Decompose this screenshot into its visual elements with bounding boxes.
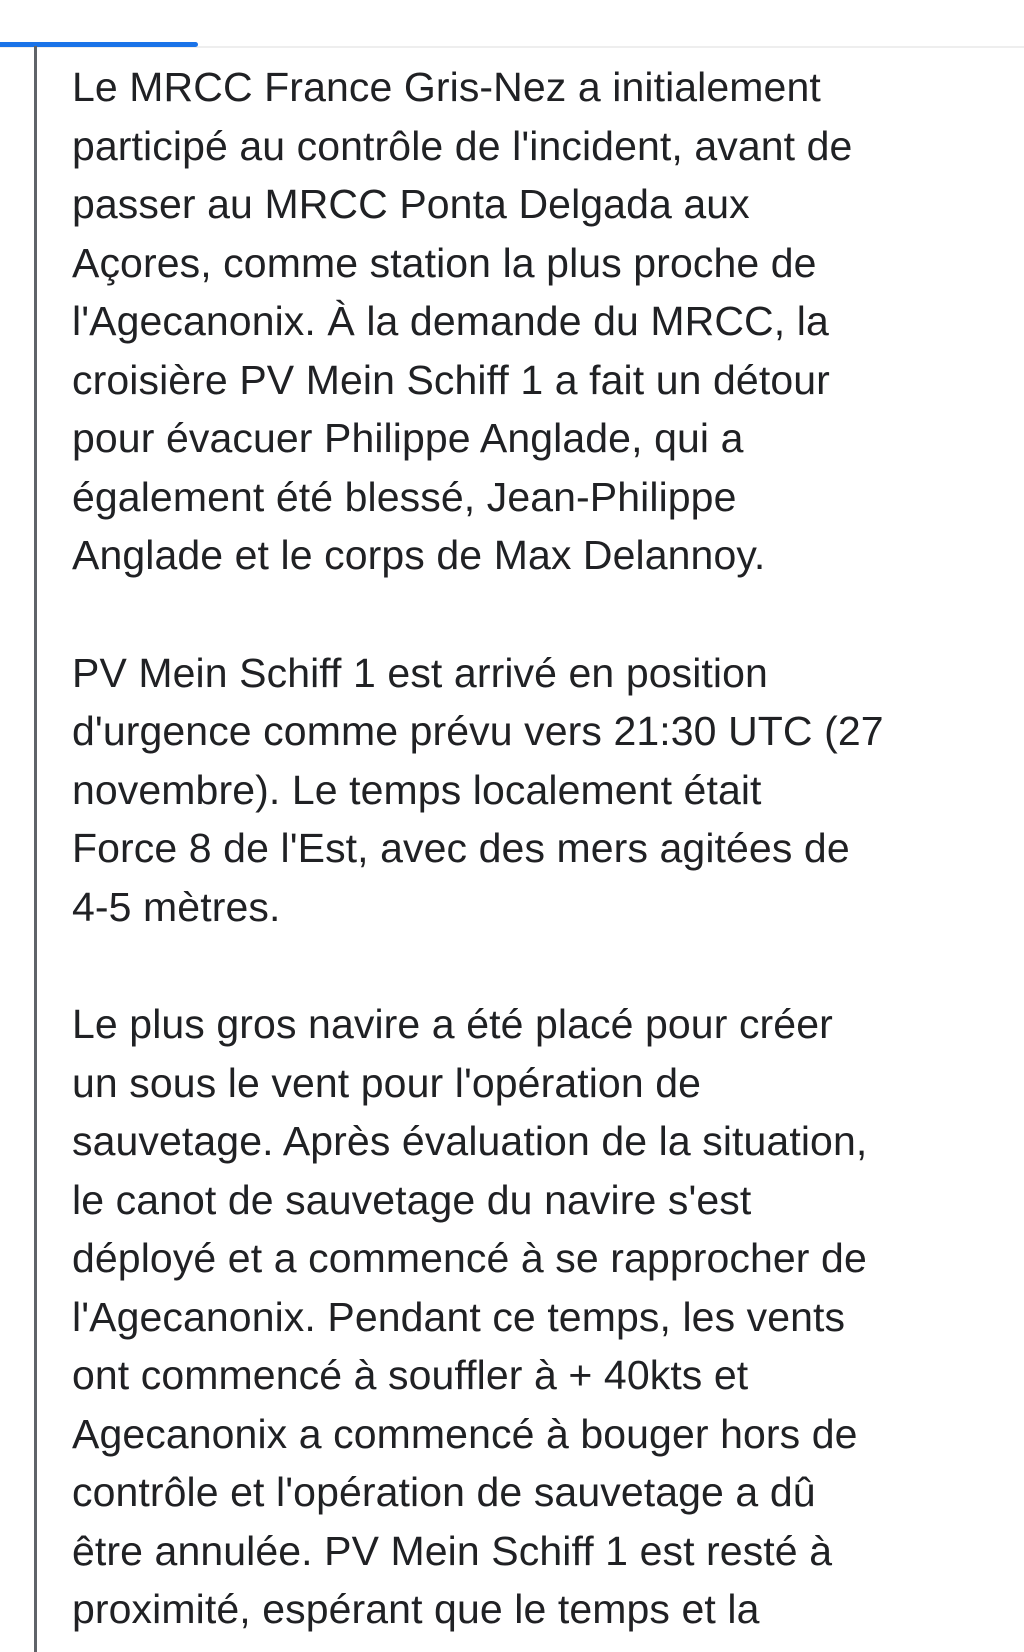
- article-paragraph-1: Le MRCC France Gris-Nez a initialement participé au contrôle de l'incident, avant de passer au MRCC Ponta Delgada aux Açores, comme station la plus proche de l'Agecanonix. À la demande du MRCC, la croisière PV Mein Schiff 1 a fait un détour pour évacuer Philippe Anglade, qui a également été blessé, Jean-Philippe Anglade et le corps de Max Delannoy.: [72, 64, 853, 578]
- article-paragraph-2: PV Mein Schiff 1 est arrivé en position d'urgence comme prévu vers 21:30 UTC (27 novembre). Le temps localement était Force 8 de l'Est, avec des mers agitées de 4-5 mètres.: [72, 649, 884, 930]
- article-paragraph-3: Le plus gros navire a été placé pour créer un sous le vent pour l'opération de sauvetage. Après évaluation de la situation, le canot de sauvetage du navire s'est déployé et a commencé à se rapprocher de l'Agecanonix. Pendant ce temps, les vents ont commencé à souffler à + 40kts et Agecanonix a commencé à bouger hors de contrôle et l'opération de sauvetage a dû être annulée. PV Mein Schiff 1 est resté à proximité, espérant que le temps et la: [72, 1001, 868, 1632]
- top-bar: [0, 0, 1024, 46]
- quote-rule: [34, 46, 37, 1652]
- reading-progress-indicator: [0, 42, 198, 47]
- article-body: [72, 58, 972, 1652]
